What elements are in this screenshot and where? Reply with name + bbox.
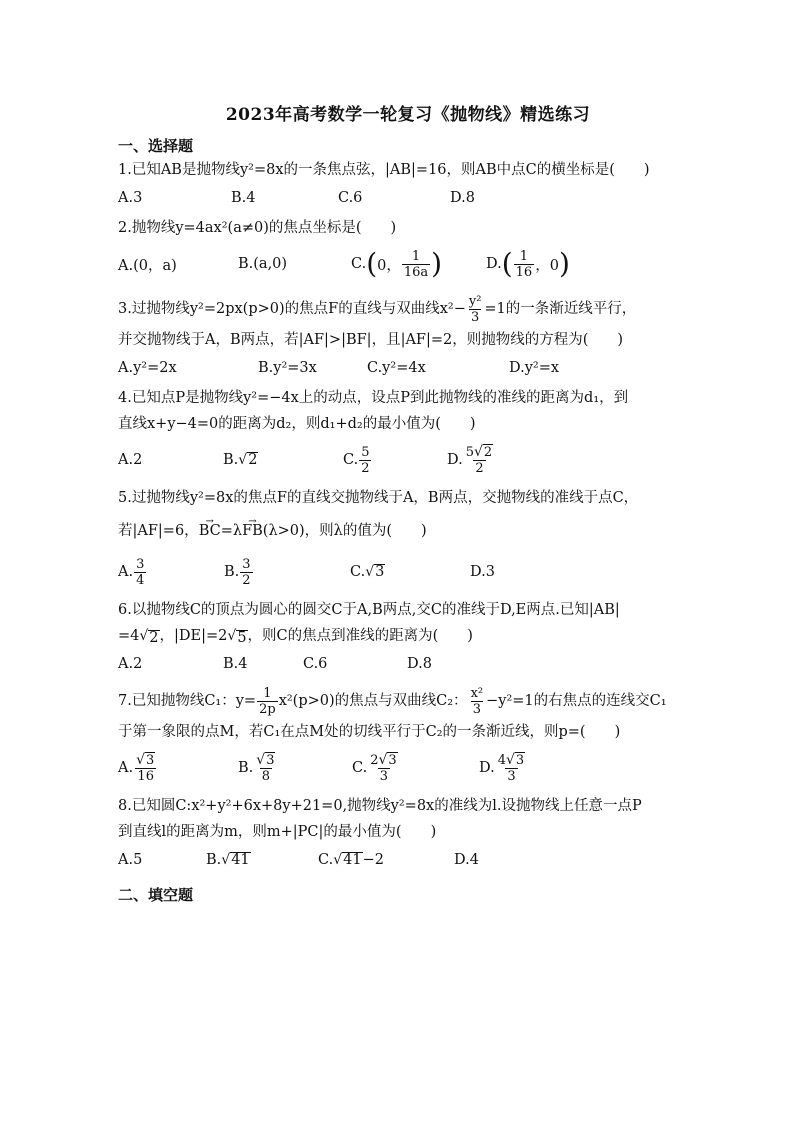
q8-stem-line1: 8.已知圆C:x²+y²+6x+8y+21=0,抛物线y²=8x的准线为l.设抛物线上任意一点P	[118, 798, 642, 814]
q2-stem: 2.抛物线y=4ax²(a≠0)的焦点坐标是( )	[118, 220, 397, 236]
q1-option-c: C.6	[338, 190, 363, 206]
q3-options	[118, 356, 698, 380]
q4-stem-line2: 直线x+y−4=0的距离为d₂，则d₁+d₂的最小值为( )	[118, 416, 476, 432]
q4-option-c: C. $\frac{5}{2}$	[343, 444, 370, 476]
q7-option-c: C. 2 √ 3 3	[352, 752, 397, 784]
q2-option-b: B.(a,0)	[238, 256, 288, 272]
vector-bc: → BC	[199, 514, 221, 548]
q4-option-d: D. 5 √ 2 2	[447, 444, 493, 476]
q7-options	[118, 748, 698, 788]
q8-option-d: D.4	[454, 852, 479, 868]
q2-options	[118, 244, 698, 284]
q5-stem-line2: 若|AF|=6，→ BC=λ→ FB(λ>0)，则λ的值为( )	[118, 514, 698, 548]
q1-option-d: D.8	[450, 190, 475, 206]
q3-option-a: A.y²=2x	[118, 360, 177, 376]
q6-option-c: C.6	[303, 656, 328, 672]
q7-option-d: D. 4 √ 3 3	[479, 752, 525, 784]
vector-fb: → FB	[242, 514, 263, 548]
q8-option-c: C. √ 41 −2	[318, 852, 384, 868]
q1-option-b: B.4	[231, 190, 256, 206]
q1-stem: 1.已知AB是抛物线y²=8x的一条焦点弦，|AB|=16，则AB中点C的横坐标是( )	[118, 162, 650, 178]
q4-option-b: B. √ 2	[223, 452, 258, 468]
q3-stem-line2: 并交抛物线于A，B两点，若|AF|>|BF|，且|AF|=2，则抛物线的方程为( )	[118, 332, 624, 348]
q3-option-d: D.y²=x	[509, 360, 560, 376]
q2-option-d: D. ( $\frac{1}{16}$ ，0 )	[486, 247, 570, 280]
q5-option-b: B. $\frac{3}{2}$	[224, 556, 251, 588]
q6-stem-line1: 6.以抛物线C的顶点为圆心的圆交C于A,B两点,交C的准线于D,E两点.已知|AB|	[118, 602, 620, 618]
q6-options	[118, 652, 698, 676]
q5-stem-line1: 5.过抛物线y²=8x的焦点F的直线交抛物线于A，B两点，交抛物线的准线于点C，	[118, 490, 639, 506]
document-page	[118, 100, 698, 909]
q7-stem-line1: 7.已知抛物线C₁：y= $\frac{1}{2p}$ x²(p>0)的焦点与双曲线C₂： $\frac{\text{x²}}{3}$ −y²=1的右焦点的连线交C₁	[118, 685, 667, 717]
q7-option-a: A. √ 3 16	[118, 752, 155, 784]
q1-options	[118, 186, 698, 210]
q4-stem-line1: 4.已知点P是抛物线y²=−4x上的动点，设点P到此抛物线的准线的距离为d₁，到	[118, 390, 629, 406]
q5-option-a: A. $\frac{3}{4}$	[118, 556, 145, 588]
q6-option-b: B.4	[223, 656, 248, 672]
q2-option-a: A.(0，a)	[118, 257, 177, 274]
q5-option-c: C. √ 3	[350, 564, 385, 580]
q1-option-a: A.3	[118, 190, 143, 206]
q3-option-c: C.y²=4x	[367, 360, 426, 376]
q6-option-d: D.8	[407, 656, 432, 672]
q7-stem-line2: 于第一象限的点M，若C₁在点M处的切线平行于C₂的一条渐近线，则p=( )	[118, 724, 621, 740]
q4-options	[118, 440, 698, 480]
q7-option-b: B. √ 3 8	[238, 752, 275, 784]
document-title: 2023年高考数学一轮复习《抛物线》精选练习	[225, 105, 591, 125]
q6-stem-line2: =4 √ 2 ，|DE|=2 √ 5 ，则C的焦点到准线的距离为( )	[118, 628, 473, 646]
q3-option-b: B.y²=3x	[258, 360, 317, 376]
q6-option-a: A.2	[118, 656, 143, 672]
q5-option-d: D.3	[470, 564, 495, 580]
q8-stem-line2: 到直线l的距离为m，则m+|PC|的最小值为( )	[118, 824, 437, 840]
section-heading-choice: 一、选择题	[118, 137, 194, 155]
q2-option-c: C. ( 0， $\frac{1}{16a}$ )	[351, 247, 443, 280]
q8-option-b: B. √ 41	[206, 852, 250, 868]
q4-option-a: A.2	[118, 452, 143, 468]
q8-options	[118, 848, 698, 872]
section-heading-fill: 二、填空题	[118, 886, 194, 904]
q3-stem-line1: 3.过抛物线y²=2px(p>0)的焦点F的直线与双曲线x²− $\frac{\text{y²}}{3}$ =1的一条渐近线平行，	[118, 293, 637, 325]
q5-options	[118, 552, 698, 592]
q8-option-a: A.5	[118, 852, 143, 868]
